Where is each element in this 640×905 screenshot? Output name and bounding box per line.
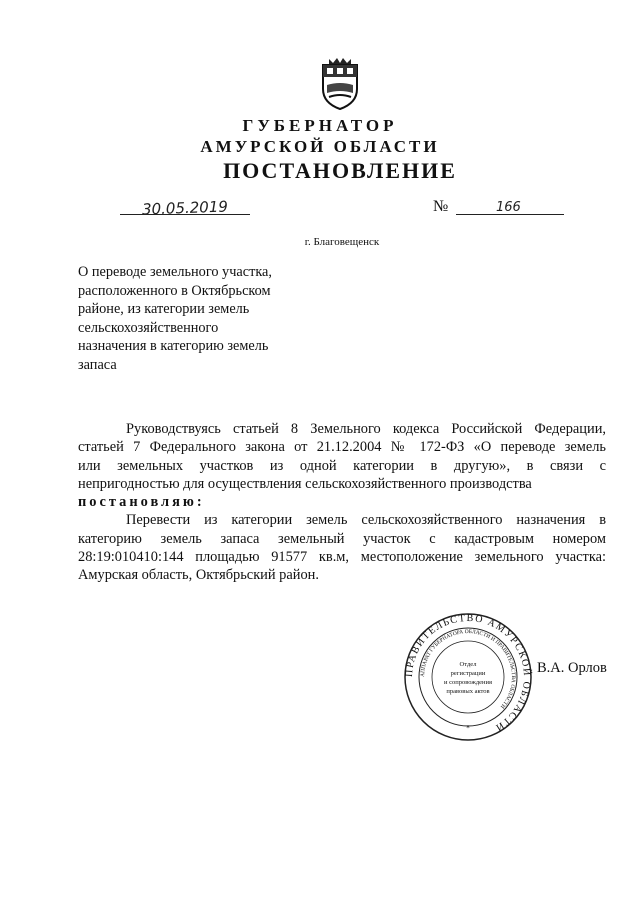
official-stamp: [403, 612, 533, 742]
document-number: 166: [496, 200, 521, 215]
document-body: [78, 420, 606, 585]
body-line: 28:19:010410:144 площадью 91577 кв.м, местоположение земельного участка:: [78, 549, 606, 566]
stamp-center-line: и сопровождения: [444, 679, 492, 686]
stamp-inner-text: АППАРАТ ГУБЕРНАТОРА ОБЛАСТИ И ПРАВИТЕЛЬСТВА ОБЛАСТИ: [419, 628, 517, 710]
body-line: категорию земель запаса земельный участок с кадастровым номером: [78, 530, 606, 547]
stamp-center-line: Отдел: [459, 661, 477, 668]
subject-line: сельскохозяйственного: [78, 319, 219, 336]
body-line: или земельных участков из одной категории в другую», в связи с: [78, 457, 606, 474]
body-line: статьей 7 Федерального закона от 21.12.2004 № 172-ФЗ «О переводе земель: [78, 439, 606, 456]
stamp-center-line: регистрации: [450, 670, 486, 677]
subject-line: назначения в категорию земель: [78, 338, 269, 354]
stamp-center-line: правовых актов: [446, 688, 490, 695]
issuer-region: АМУРСКОЙ ОБЛАСТИ: [200, 137, 440, 156]
coat-of-arms-emblem: [317, 55, 363, 111]
body-line: непригодностью для осуществления сельскохозяйственного производства: [78, 475, 532, 492]
stamp-outer-text: ПРАВИТЕЛЬСТВО АМУРСКОЙ ОБЛАСТИ: [403, 612, 533, 734]
decree-word: постановляю:: [78, 494, 205, 511]
subject-line: расположенного в Октябрьском: [78, 282, 271, 299]
subject-line: запаса: [78, 356, 117, 373]
subject-line: О переводе земельного участка,: [78, 264, 272, 280]
document-date: 30.05.2019: [141, 197, 229, 219]
signer-name: В.А. Орлов: [537, 660, 607, 676]
number-label: №: [433, 198, 449, 215]
body-line: Перевести из категории земель сельскохозяйственного назначения в: [126, 512, 606, 529]
star-icon: *: [466, 724, 470, 732]
issuer-title: ГУБЕРНАТОР: [242, 116, 398, 135]
document-type: ПОСТАНОВЛЕНИЕ: [223, 158, 457, 183]
body-line: Руководствуясь статьей 8 Земельного кодекса Российской Федерации,: [126, 421, 606, 437]
body-line: Амурская область, Октябрьский район.: [78, 567, 319, 584]
document-subject: [78, 263, 338, 374]
city-name: г. Благовещенск: [304, 236, 380, 248]
subject-line: районе, из категории земель: [78, 301, 250, 317]
